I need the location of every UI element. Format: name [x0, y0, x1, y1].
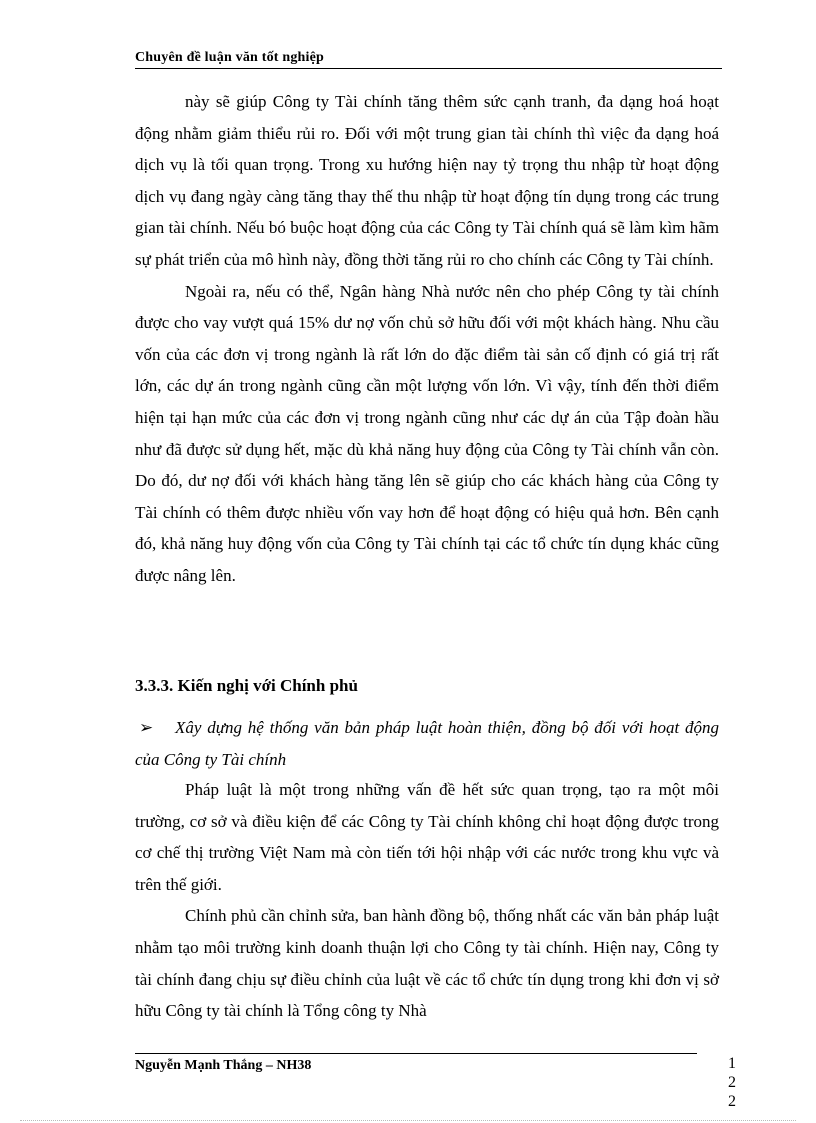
page-bottom-border: [20, 1120, 796, 1121]
paragraph-continuation: này sẽ giúp Công ty Tài chính tăng thêm sức cạnh tranh, đa dạng hoá hoạt động nhằm giảm thiểu rủi ro. Đối với một trung gian tài chính thì việc đa dạng hoá dịch vụ là tối quan trọng. Trong xu hướng hiện nay tỷ trọng thu nhập từ hoạt động dịch vụ đang ngày càng tăng thay thế thu nhập từ hoạt động tín dụng trong các trung gian tài chính. Nếu bó buộc hoạt động của các Công ty Tài chính quá sẽ làm kìm hãm sự phát triển của mô hình này, đồng thời tăng rủi ro cho chính các Công ty Tài chính.: [135, 92, 719, 269]
page-number-digit: 2: [728, 1074, 736, 1091]
footer-divider: [135, 1053, 697, 1054]
footer-author: Nguyễn Mạnh Thắng – NH38: [135, 1058, 312, 1073]
body-text-top: [135, 86, 719, 592]
paragraph-government-action: Chính phủ cần chỉnh sửa, ban hành đồng bộ, thống nhất các văn bản pháp luật nhằm tạo môi trường kinh doanh thuận lợi cho Công ty tài chính. Hiện nay, Công ty tài chính đang chịu sự điều chỉnh của luật về các tổ chức tín dụng trong khi đơn vị sở hữu Công ty tài chính là Tổng công ty Nhà: [135, 906, 719, 1021]
arrow-bullet-icon: ➢: [139, 718, 154, 737]
section-heading: 3.3.3. Kiến nghị với Chính phủ: [135, 676, 358, 695]
paragraph-lending-limit: Ngoài ra, nếu có thể, Ngân hàng Nhà nước nên cho phép Công ty tài chính được cho vay vượt quá 15% dư nợ vốn chủ sở hữu đối với một khách hàng. Nhu cầu vốn của các đơn vị trong ngành là rất lớn do đặc điểm tài sản cố định có giá trị rất lớn, các dự án trong ngành cũng cần một lượng vốn lớn. Vì vậy, tính đến thời điểm hiện tại hạn mức của các đơn vị trong ngành cũng như các dự án của Tập đoàn hầu như đã được sử dụng hết, mặc dù khả năng huy động của Công ty Tài chính vẫn còn. Do đó, dư nợ đối với khách hàng tăng lên sẽ giúp cho các khách hàng của Công ty Tài chính có thêm được nhiều vốn vay hơn để hoạt động có hiệu quả hơn. Bên cạnh đó, khả năng huy động vốn của Công ty Tài chính tại các tổ chức tín dụng khác cũng được nâng lên.: [135, 281, 719, 585]
bullet-text: Xây dựng hệ thống văn bản pháp luật hoàn thiện, đồng bộ đối với hoạt động của Công ty Tài chính: [135, 718, 719, 769]
running-header-title: Chuyên đề luận văn tốt nghiệp: [135, 50, 325, 65]
page-number-digit: 2: [728, 1093, 736, 1110]
header-divider: [135, 68, 722, 69]
page-number: [725, 1054, 739, 1111]
body-text-bottom: [135, 774, 719, 1027]
page-number-digit: 1: [728, 1055, 736, 1072]
paragraph-legal-importance: Pháp luật là một trong những vấn đề hết sức quan trọng, tạo ra một môi trường, cơ sở và điều kiện để các Công ty Tài chính không chỉ hoạt động được trong cơ chế thị trường Việt Nam mà còn tiến tới hội nhập với các nước trong khu vực và trên thế giới.: [135, 780, 719, 894]
bullet-item: [135, 712, 719, 775]
